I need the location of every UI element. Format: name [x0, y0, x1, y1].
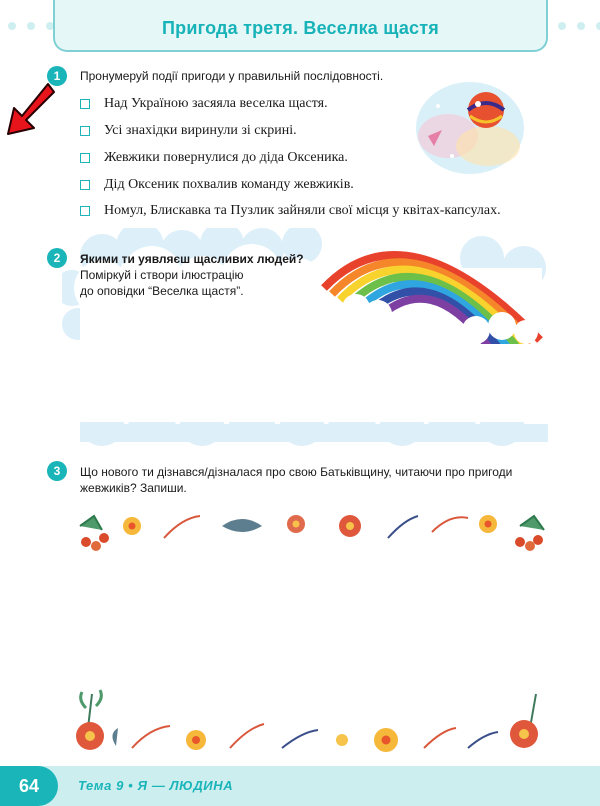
flower-icon	[123, 517, 141, 535]
flower-icon	[374, 728, 398, 752]
footer-theme: Тема 9 • Я — ЛЮДИНА	[78, 778, 234, 793]
page-title: Пригода третя. Веселка щастя	[162, 18, 439, 38]
task1-item[interactable]	[80, 177, 354, 193]
task-number-1: 1	[47, 66, 67, 86]
checkbox-icon[interactable]	[80, 126, 90, 136]
checkbox-icon[interactable]	[80, 99, 90, 109]
task1-item-label: Дід Оксеник похвалив команду жевжиків.	[104, 177, 354, 192]
red-arrow-icon	[4, 82, 56, 136]
leaf-icon	[230, 724, 264, 748]
task1-item-label: Номул, Блискавка та Пузлик зайняли свої місця у квітах-капсулах.	[104, 203, 501, 218]
task1-item[interactable]	[80, 150, 348, 166]
task1-instruction: Пронумеруй події пригоди у правильній послідовності.	[80, 69, 384, 83]
flower-icon	[186, 730, 206, 750]
checkbox-icon[interactable]	[80, 180, 90, 190]
task2-prompt-line: до оповідки “Веселка щастя”.	[80, 284, 244, 298]
answer-writing-area[interactable]	[70, 550, 550, 680]
flower-icon	[287, 515, 305, 533]
task2-prompt-line: Якими ти уявляєш щасливих людей?	[80, 252, 304, 266]
checkbox-icon[interactable]	[80, 153, 90, 163]
page-number: 64	[0, 766, 58, 806]
flower-icon	[479, 515, 497, 533]
leaf-icon	[164, 516, 200, 538]
flower-icon	[339, 515, 361, 537]
task2-prompt-line: Поміркуй і створи ілюстрацію	[80, 268, 244, 282]
leaf-icon	[132, 726, 170, 748]
floral-border-bottom	[68, 688, 552, 758]
checkbox-icon[interactable]	[80, 206, 90, 216]
flower-icon	[76, 722, 104, 750]
task-number-2: 2	[47, 248, 67, 268]
task1-item[interactable]	[80, 203, 501, 219]
page-header	[53, 0, 548, 52]
task-number-3: 3	[47, 461, 67, 481]
leaf-icon	[432, 517, 468, 532]
berries-icon	[515, 516, 544, 551]
task1-item-label: Жевжики повернулися до діда Оксеника.	[104, 150, 348, 165]
task3-prompt-line: Що нового ти дізнався/дізналася про свою Батьківщину, читаючи про пригоди	[80, 465, 513, 479]
berries-icon	[80, 516, 109, 551]
leaf-icon	[468, 732, 498, 748]
task1-item-label: Над Україною засяяла веселка щастя.	[104, 96, 328, 111]
decorative-dots-left	[8, 22, 54, 30]
flower-icon	[336, 734, 348, 746]
leaf-icon	[424, 728, 456, 748]
decorative-dots-right	[558, 22, 600, 30]
floral-border-top	[72, 508, 552, 556]
task1-item[interactable]	[80, 96, 328, 112]
magic-ball-icon	[408, 66, 526, 184]
leaf-icon	[222, 519, 262, 532]
flower-icon	[510, 720, 538, 748]
task3-prompt-line: жевжиків? Запиши.	[80, 481, 187, 495]
leaf-icon	[388, 516, 418, 538]
task1-item-label: Усі знахідки виринули зі скрині.	[104, 123, 297, 138]
task1-item[interactable]	[80, 123, 297, 139]
leaf-icon	[282, 730, 318, 748]
illustration-drawing-area[interactable]	[80, 312, 520, 412]
